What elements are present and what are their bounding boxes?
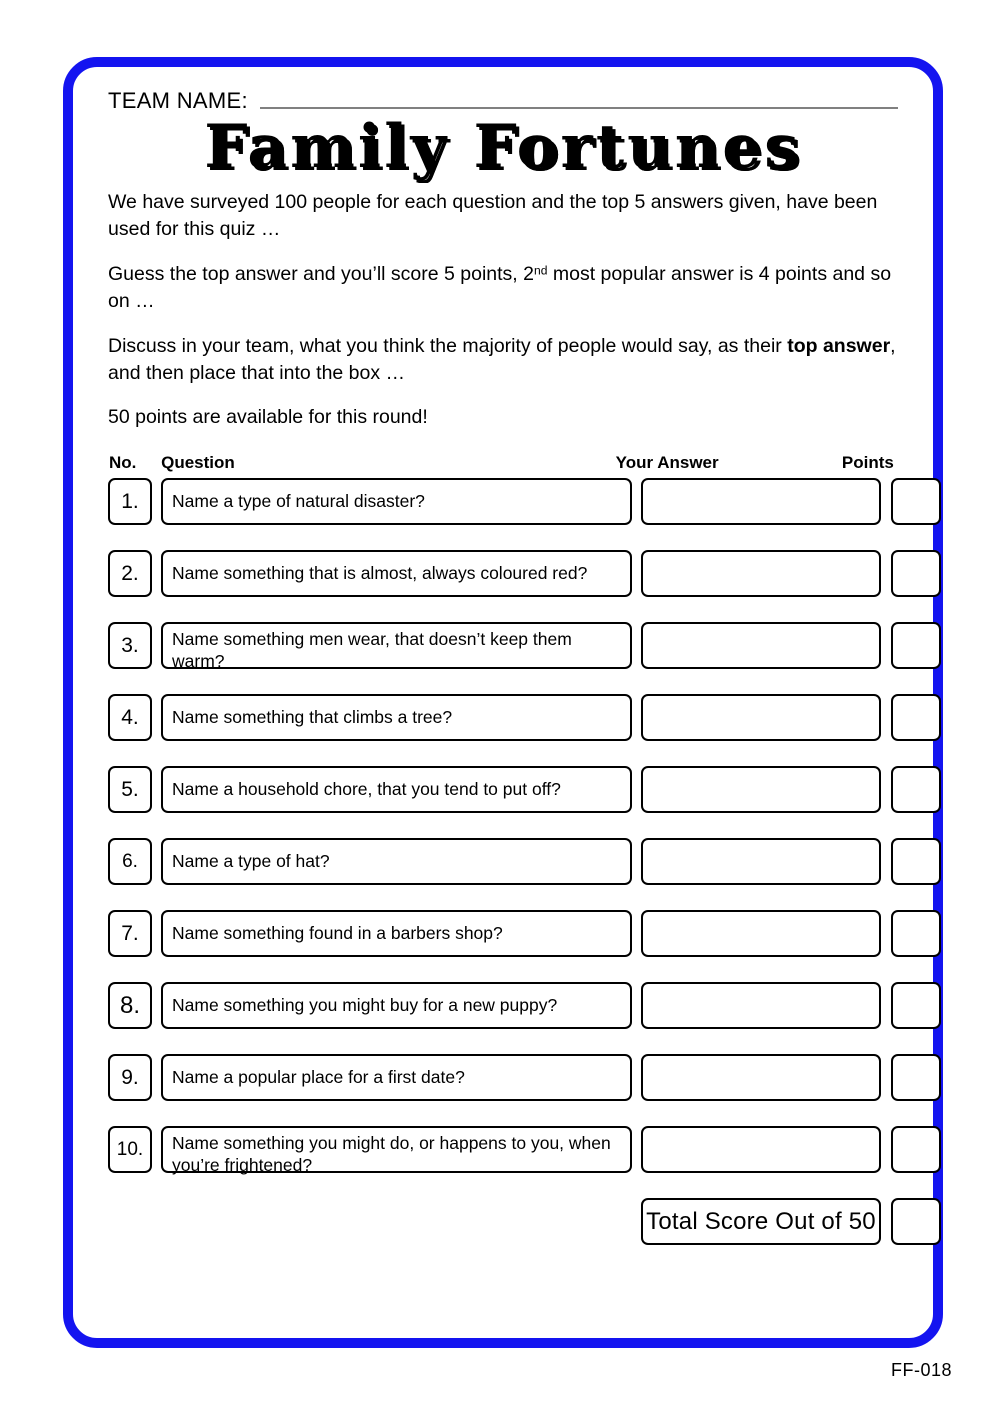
answer-input[interactable] — [641, 550, 881, 597]
team-name-label: TEAM NAME: — [108, 88, 248, 113]
question-text: Name a type of hat? — [161, 838, 632, 885]
question-text: Name something found in a barbers shop? — [161, 910, 632, 957]
answer-input[interactable] — [641, 478, 881, 525]
table-row — [108, 766, 898, 813]
row-number: 6. — [108, 838, 152, 885]
row-number: 7. — [108, 910, 152, 957]
question-text: Name something men wear, that doesn’t keep them warm? — [161, 622, 632, 669]
answer-input[interactable] — [641, 622, 881, 669]
intro-p2-text-a: Guess the top answer and you’ll score 5 points, 2 — [108, 262, 534, 285]
team-name-row — [108, 82, 898, 112]
table-row — [108, 622, 898, 669]
table-row — [108, 982, 898, 1029]
answer-input[interactable] — [641, 1054, 881, 1101]
points-input[interactable] — [891, 910, 941, 957]
total-score-label: Total Score Out of 50 — [641, 1198, 881, 1245]
row-number: 2. — [108, 550, 152, 597]
row-number: 5. — [108, 766, 152, 813]
points-input[interactable] — [891, 694, 941, 741]
intro-p2-text-b: most popular answer is 4 points and so on … — [108, 262, 892, 312]
table-row — [108, 550, 898, 597]
question-text: Name something you might do, or happens to you, when you’re frightened? — [161, 1126, 632, 1173]
answer-input[interactable] — [641, 694, 881, 741]
row-number: 10. — [108, 1126, 152, 1173]
worksheet-content — [108, 82, 898, 1245]
points-input[interactable] — [891, 550, 941, 597]
intro-p3-text-a: Discuss in your team, what you think the majority of people would say, as their — [108, 334, 788, 357]
team-name-input-line[interactable] — [260, 106, 898, 109]
intro-paragraph-4: 50 points are available for this round! — [108, 406, 428, 429]
question-text: Name something that is almost, always coloured red? — [161, 550, 632, 597]
question-text: Name a popular place for a first date? — [161, 1054, 632, 1101]
table-row — [108, 910, 898, 957]
answer-input[interactable] — [641, 766, 881, 813]
points-input[interactable] — [891, 1054, 941, 1101]
quiz-table — [108, 453, 898, 1245]
row-number: 1. — [108, 478, 152, 525]
question-text: Name something that climbs a tree? — [161, 694, 632, 741]
points-input[interactable] — [891, 838, 941, 885]
question-text: Name something you might buy for a new puppy? — [161, 982, 632, 1029]
total-score-row — [108, 1198, 898, 1245]
intro-p3-text-b: , and then place that into the box … — [108, 334, 896, 384]
page-title: Family Fortunes — [204, 112, 802, 182]
points-input[interactable] — [891, 478, 941, 525]
answer-input[interactable] — [641, 910, 881, 957]
table-row — [108, 1054, 898, 1101]
ordinal-suffix: nd — [534, 263, 548, 278]
table-header-row — [108, 453, 898, 473]
intro-paragraph-1: We have surveyed 100 people for each question and the top 5 answers given, have been used for this quiz … — [108, 191, 878, 240]
table-row — [108, 694, 898, 741]
row-number: 8. — [108, 982, 152, 1029]
question-text: Name a household chore, that you tend to put off? — [161, 766, 632, 813]
points-input[interactable] — [891, 982, 941, 1029]
answer-input[interactable] — [641, 1126, 881, 1173]
points-input[interactable] — [891, 1126, 941, 1173]
row-number: 9. — [108, 1054, 152, 1101]
column-header-answer: Your Answer — [615, 453, 719, 473]
sheet-code: FF-018 — [890, 1360, 952, 1380]
points-input[interactable] — [891, 622, 941, 669]
intro-paragraph-3 — [108, 333, 898, 387]
answer-input[interactable] — [641, 982, 881, 1029]
table-row — [108, 838, 898, 885]
intro-paragraph-2 — [108, 261, 898, 315]
table-row — [108, 1126, 898, 1173]
points-input[interactable] — [891, 766, 941, 813]
column-header-no: No. — [109, 453, 137, 473]
column-header-question: Question — [161, 453, 235, 473]
row-number: 3. — [108, 622, 152, 669]
table-row — [108, 478, 898, 525]
intro-p3-emphasis: top answer — [787, 334, 891, 357]
row-number: 4. — [108, 694, 152, 741]
total-score-input[interactable] — [891, 1198, 941, 1245]
answer-input[interactable] — [641, 838, 881, 885]
question-text: Name a type of natural disaster? — [161, 478, 632, 525]
column-header-points: Points — [841, 453, 894, 473]
